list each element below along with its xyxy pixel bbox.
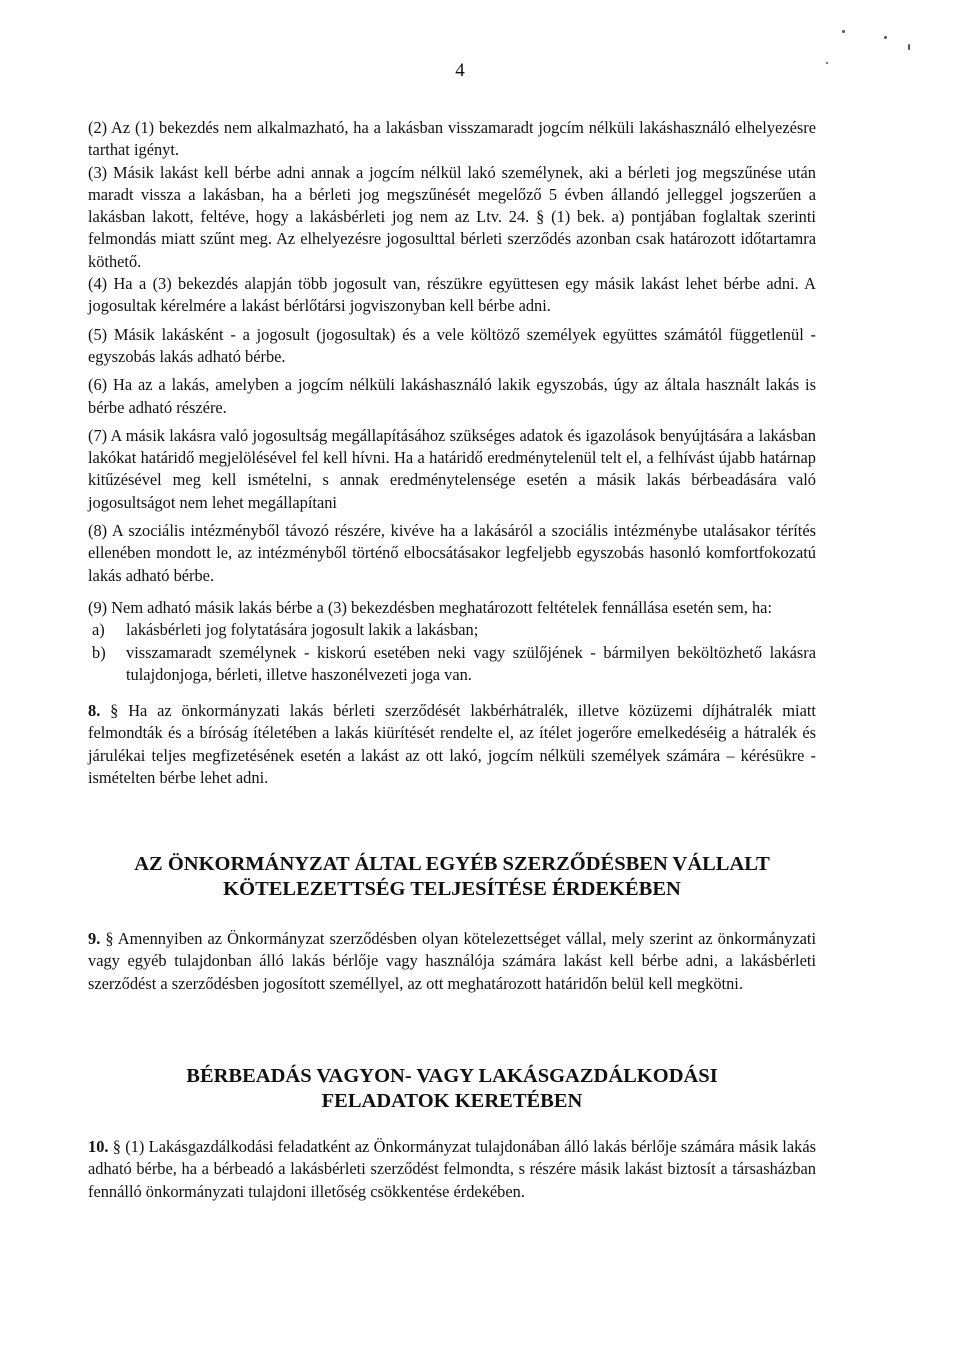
heading-line: FELADATOK KERETÉBEN — [321, 1090, 583, 1112]
heading-line: BÉRBEADÁS VAGYON- VAGY LAKÁSGAZDÁLKODÁSI — [186, 1065, 718, 1087]
heading-line: KÖTELEZETTSÉG TELJESÍTÉSE ÉRDEKÉBEN — [223, 878, 681, 900]
section-text: § Amennyiben az Önkormányzat szerződésben olyan kötelezettséget vállal, mely szerint az önkormányzati vagy egyéb tulajdonban álló lakás bérlője vagy használója számára lakást kell bérbe adni, a lakásbérleti szerződést a szerződésben jogosított személlyel, az ott meghatározott határidőn belül kell megkötni. — [88, 929, 816, 993]
paragraph-3: (3) Másik lakást kell bérbe adni annak a jogcím nélkül lakó személynek, aki a bérleti jog megszűnése után maradt vissza a lakásban, ha a bérleti jog megszűnését megelőző 5 évben állandó jelleggel jogszerűen a lakásban lakott, feltéve, hogy a lakásbérleti jog nem az Ltv. 24. § (1) bek. a) pontjában foglaltak szerinti felmondás miatt szűnt meg. Az elhelyezésre jogosulttal bérleti szerződés azonban csak határozott időtartamra köthető. — [88, 162, 816, 271]
page-number: 4 — [455, 60, 465, 81]
list-item — [88, 642, 816, 687]
section-number: 8. — [88, 701, 101, 721]
paragraph-7: (7) A másik lakásra való jogosultság megállapításához szükséges adatok és igazolások benyújtására a lakásban lakókat határidő megjelölésével fel kell hívni. Ha a határidő eredménytelenül telt el, a felhívást újabb határnap kitűzésével meg kell ismételni, s annak eredménytelensége esetén a másik lakás bérbeadására való jogosultságot nem lehet megállapítani — [88, 425, 816, 512]
section-7-continued — [88, 117, 816, 789]
section-10-paragraph — [88, 1136, 816, 1203]
scan-speck — [826, 62, 828, 64]
scan-speck — [908, 44, 910, 50]
section-9-paragraph — [88, 928, 816, 995]
heading-asset-management — [88, 1064, 816, 1114]
heading-obligations — [88, 852, 816, 902]
paragraph-9: (9) Nem adható másik lakás bérbe a (3) bekezdésben meghatározott feltételek fennállása esetén sem, ha: — [88, 597, 773, 617]
section-text: § (1) Lakásgazdálkodási feladatként az Önkormányzat tulajdonában álló lakás bérlője számára másik lakás adható bérbe, ha a bérbeadó a lakásbérleti szerződést felmondta, s részére másik lakást biztosít a társasházban fennálló önkormányzati tulajdoni illetőség csökkentése érdekében. — [88, 1137, 816, 1201]
scan-speck — [884, 36, 887, 39]
section-text: § Ha az önkormányzati lakás bérleti szerződését lakbérhátralék, illetve közüzemi díjhátralék miatt felmondták és a bíróság ítéletében a lakás kiürítését rendelte el, az ítélet jogerőre emelkedéséig a hátralék és járulékai teljes megfizetésének esetén a lakást az ott lakó, jogcím nélküli személyek számára – kérésükre - ismételten bérbe lehet adni. — [88, 701, 816, 788]
heading-line: AZ ÖNKORMÁNYZAT ÁLTAL EGYÉB SZERZŐDÉSBEN VÁLLALT — [134, 853, 770, 875]
paragraph-6: (6) Ha az a lakás, amelyben a jogcím nélküli lakáshasználó lakik egyszobás, úgy az általa használt lakás is bérbe adható részére. — [88, 375, 816, 417]
paragraph-2: (2) Az (1) bekezdés nem alkalmazható, ha a lakásban visszamaradt jogcím nélküli lakáshasználó elhelyezésre tarthat igényt. — [88, 118, 816, 160]
section-10 — [88, 1136, 816, 1203]
list-text: lakásbérleti jog folytatására jogosult lakik a lakásban; — [126, 620, 479, 640]
section-8 — [88, 700, 816, 789]
list-marker: b) — [92, 642, 106, 662]
section-9 — [88, 928, 816, 995]
paragraph-5: (5) Másik lakásként - a jogosult (jogosultak) és a vele költöző személyek együttes számától függetlenül - egyszobás lakás adható bérbe. — [88, 324, 816, 366]
section-number: 10. — [88, 1137, 109, 1156]
paragraph-4: (4) Ha a (3) bekezdés alapján több jogosult van, részükre együttesen egy másik lakást lehet bérbe adni. A jogosultak kérelmére a lakást bérlőtársi jogviszonyban kell bérbe adni. — [88, 274, 816, 316]
section-number: 9. — [88, 929, 101, 948]
paragraph-8: (8) A szociális intézményből távozó részére, kivéve ha a lakásáról a szociális intézménybe utalásakor térítés ellenében mondott le, az intézményből történő elbocsátásakor legfeljebb egyszobás hasonló komfortfokozatú lakás adható bérbe. — [88, 521, 816, 585]
list-text: visszamaradt személynek - kiskorú esetében neki vagy szülőjének - bármilyen beköltözhető lakásra tulajdonjoga, bérleti, illetve haszonélvezeti joga van. — [126, 642, 816, 684]
scan-speck — [842, 30, 845, 33]
list-item — [88, 619, 816, 641]
list-marker: a) — [92, 620, 105, 640]
